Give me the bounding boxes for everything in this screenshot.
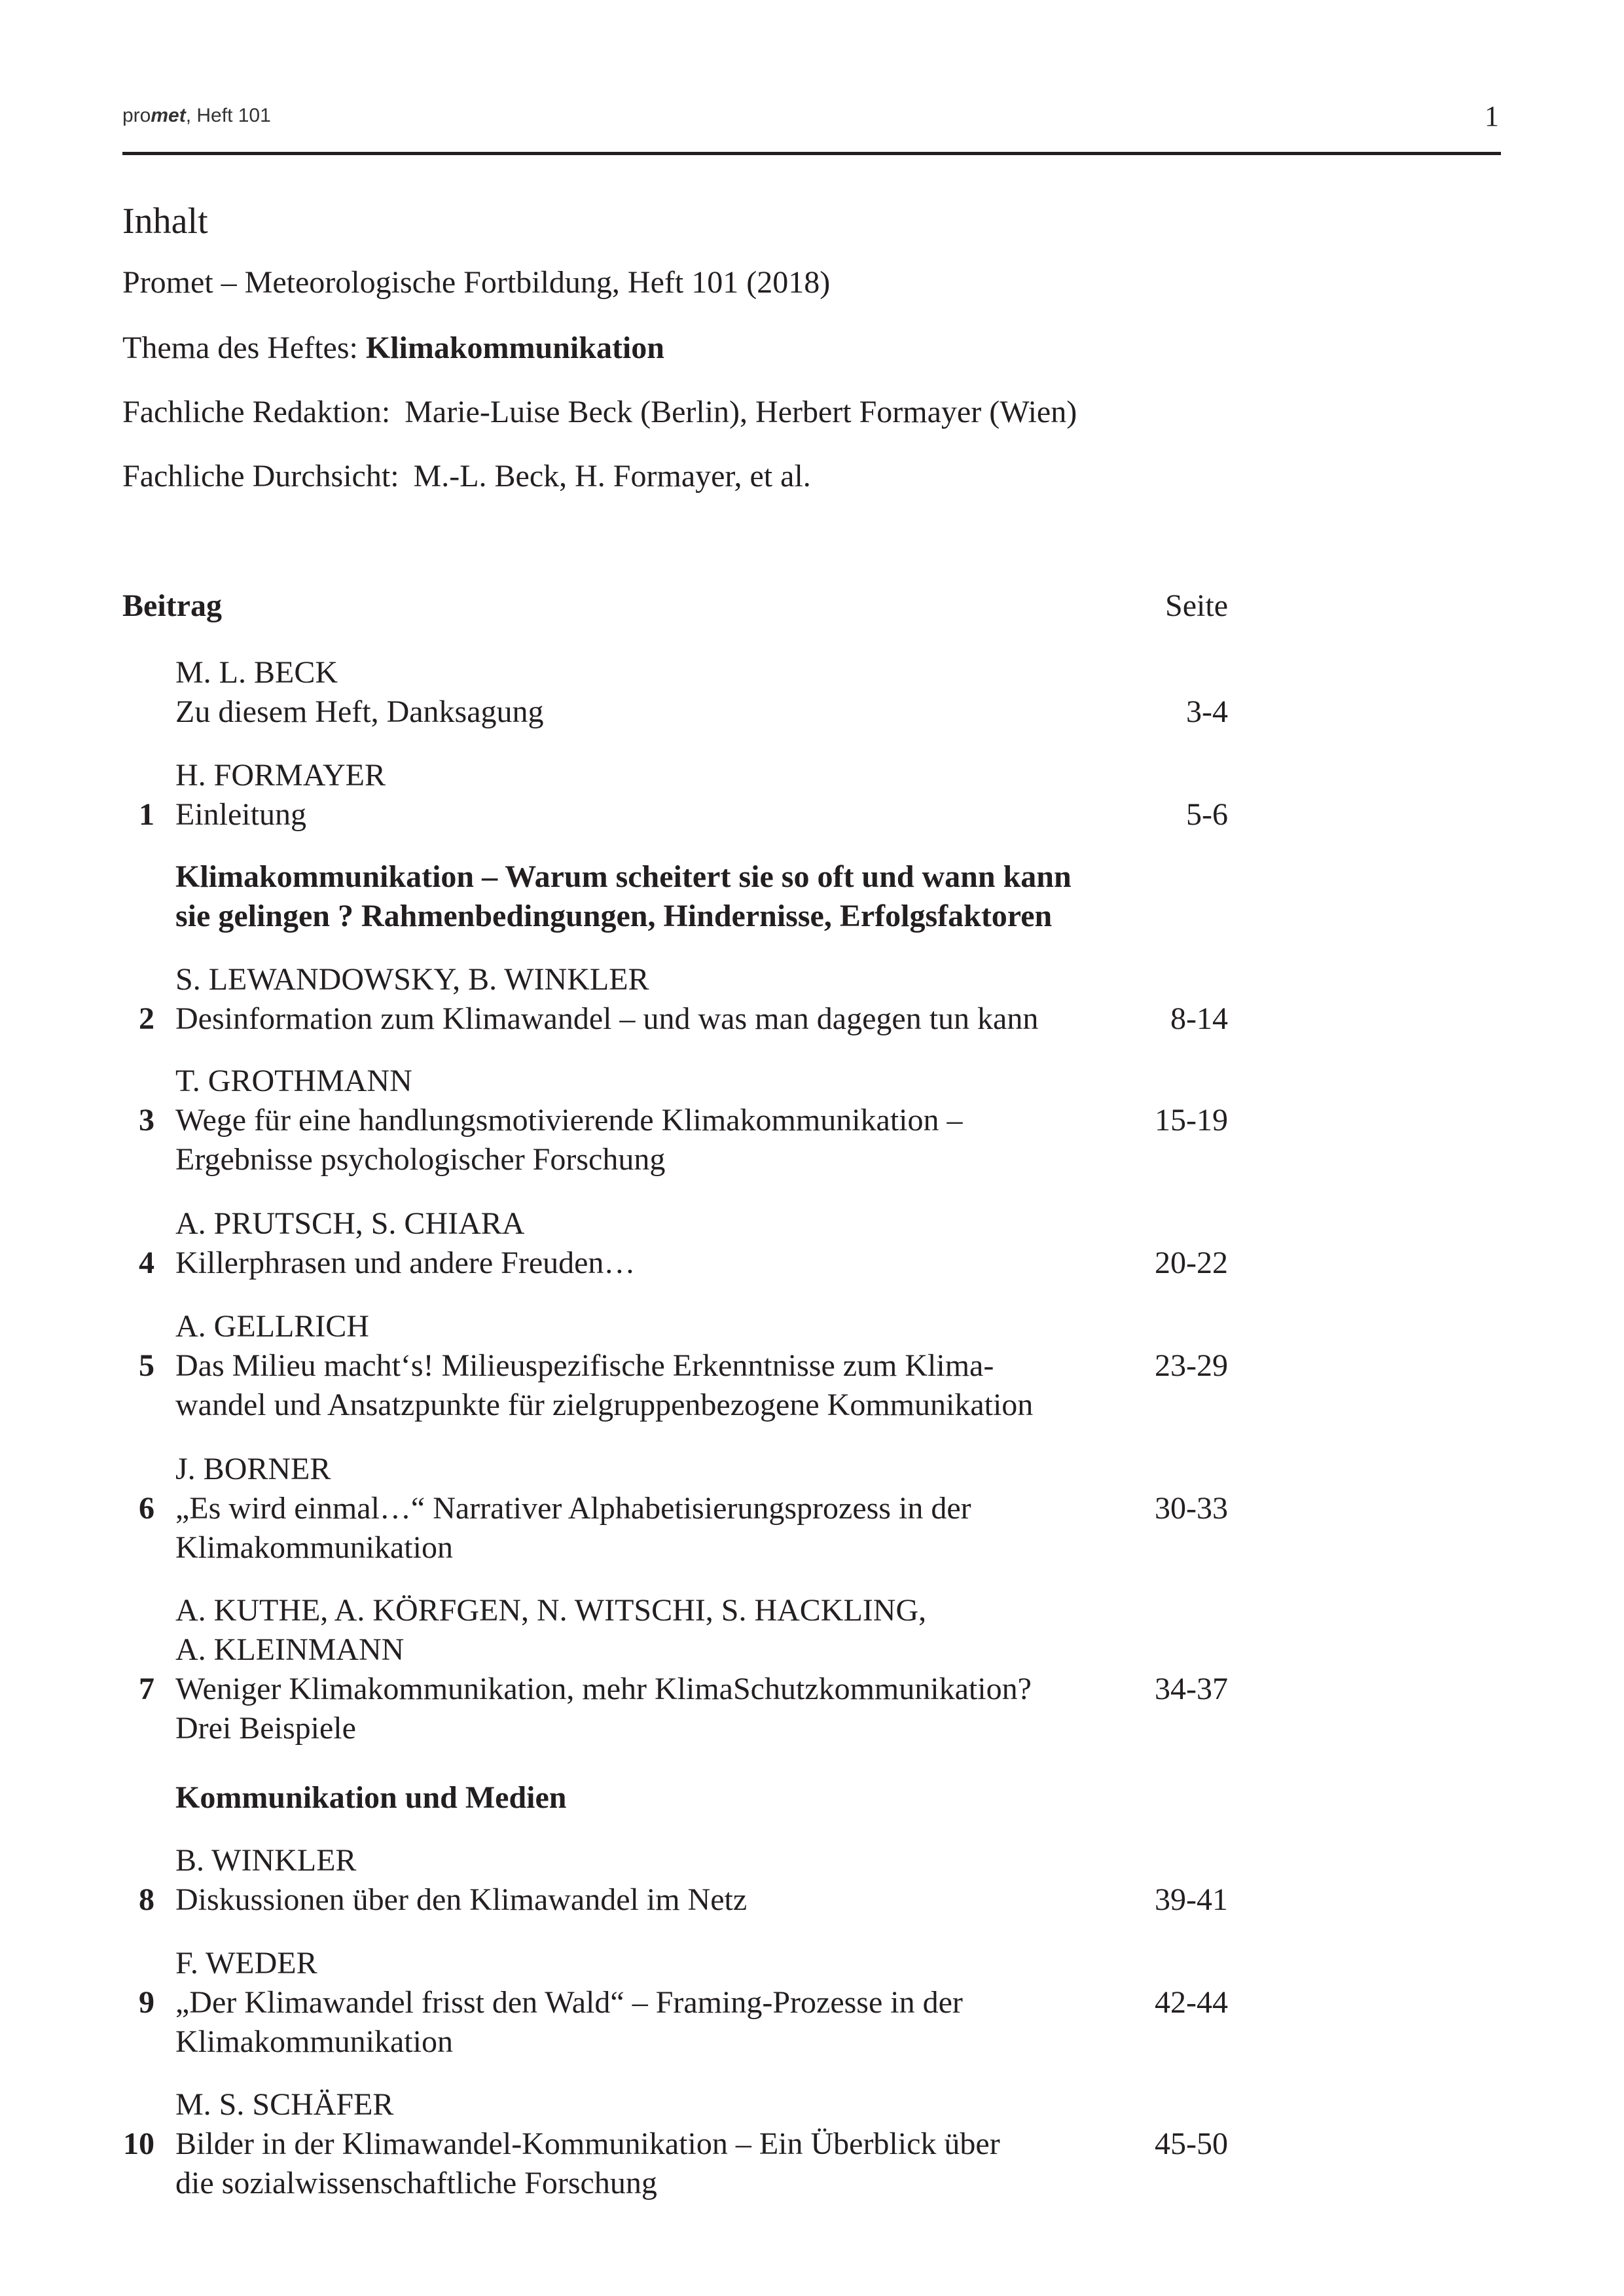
entry-pages: 23-29 <box>1155 1348 1228 1383</box>
review-label: Fachliche Durchsicht: <box>122 459 399 493</box>
journal-brand-pro: pro <box>122 105 151 126</box>
editors-label: Fachliche Redaktion: <box>122 395 391 429</box>
column-header-contribution: Beitrag <box>122 588 222 623</box>
entry-title: Weniger Klimakommunikation, mehr KlimaSchutzkommunikation? Drei Beispiele <box>175 1672 1032 1746</box>
entry-pages: 5-6 <box>1186 797 1228 832</box>
editors-line <box>122 394 1077 431</box>
running-header <box>122 105 271 127</box>
entry-title: Killerphrasen und andere Freuden… <box>175 1246 636 1280</box>
entry-authors: B. WINKLER <box>175 1843 357 1878</box>
entry-title: „Der Klimawandel frisst den Wald“ – Framing-Prozesse in der Klimakommunikation <box>175 1985 963 2059</box>
entry-authors: A. KUTHE, A. KÖRFGEN, N. WITSCHI, S. HACKLING, A. KLEINMANN <box>175 1593 927 1667</box>
entry-number: 4 <box>139 1246 154 1280</box>
editors-value: Marie-Luise Beck (Berlin), Herbert Formayer (Wien) <box>405 395 1077 429</box>
entry-pages: 39-41 <box>1155 1882 1228 1917</box>
entry-number: 5 <box>139 1348 154 1383</box>
entry-authors: F. WEDER <box>175 1946 317 1981</box>
entry-authors: M. S. SCHÄFER <box>175 2087 394 2122</box>
entry-title: Das Milieu macht‘s! Milieuspezifische Erkenntnisse zum Klima- wandel und Ansatzpunkte für zielgruppenbezogene Kommunikation <box>175 1348 1034 1422</box>
entry-pages: 15-19 <box>1155 1103 1228 1138</box>
entry-pages: 30-33 <box>1155 1491 1228 1526</box>
review-line <box>122 458 811 495</box>
entry-authors: S. LEWANDOWSKY, B. WINKLER <box>175 962 649 997</box>
entry-pages: 45-50 <box>1155 2126 1228 2161</box>
entry-number: 3 <box>139 1103 154 1138</box>
entry-authors: H. FORMAYER <box>175 758 386 793</box>
column-header-page: Seite <box>1165 588 1228 623</box>
entry-pages: 8-14 <box>1170 1001 1228 1036</box>
entry-title: Desinformation zum Klimawandel – und was man dagegen tun kann <box>175 1001 1039 1036</box>
journal-brand-met: met <box>151 105 186 126</box>
header-rule <box>122 152 1501 155</box>
entry-title: „Es wird einmal…“ Narrativer Alphabetisierungsprozess in der Klimakommunikation <box>175 1491 971 1565</box>
entry-number: 1 <box>139 797 154 832</box>
issue-label: , Heft 101 <box>185 105 271 126</box>
section-title: Kommunikation und Medien <box>175 1780 567 1815</box>
entry-title: Einleitung <box>175 797 306 832</box>
entry-pages: 3-4 <box>1186 694 1228 729</box>
entry-pages: 42-44 <box>1155 1985 1228 2020</box>
series-line: Promet – Meteorologische Fortbildung, Heft 101 (2018) <box>122 265 831 300</box>
entry-authors: A. GELLRICH <box>175 1309 369 1344</box>
entry-number: 6 <box>139 1491 154 1526</box>
theme-label: Thema des Heftes: <box>122 331 366 365</box>
entry-number: 9 <box>139 1985 154 2020</box>
theme-value: Klimakommunikation <box>365 331 664 365</box>
entry-number: 8 <box>139 1882 154 1917</box>
theme-line <box>122 330 664 367</box>
entry-number: 10 <box>123 2126 154 2161</box>
entry-title: Bilder in der Klimawandel-Kommunikation – Ein Überblick über die sozialwissenschaftliche Forschung <box>175 2126 1000 2200</box>
entry-pages: 20-22 <box>1155 1246 1228 1280</box>
entry-authors: T. GROTHMANN <box>175 1064 412 1098</box>
entry-authors: J. BORNER <box>175 1452 331 1486</box>
page-number: 1 <box>1485 100 1499 132</box>
entry-pages: 34-37 <box>1155 1672 1228 1706</box>
section-title: Klimakommunikation – Warum scheitert sie so oft und wann kann sie gelingen ? Rahmenbedingungen, Hindernisse, Erfolgsfaktoren <box>175 859 1072 933</box>
entry-number: 2 <box>139 1001 154 1036</box>
entry-authors: M. L. BECK <box>175 655 338 690</box>
review-value: M.-L. Beck, H. Formayer, et al. <box>413 459 811 493</box>
entry-title: Wege für eine handlungsmotivierende Klimakommunikation – Ergebnisse psychologischer Forschung <box>175 1103 963 1177</box>
entry-number: 7 <box>139 1672 154 1706</box>
entry-title: Diskussionen über den Klimawandel im Netz <box>175 1882 748 1917</box>
entry-authors: A. PRUTSCH, S. CHIARA <box>175 1206 525 1241</box>
page-title: Inhalt <box>122 201 208 242</box>
entry-title: Zu diesem Heft, Danksagung <box>175 694 544 729</box>
